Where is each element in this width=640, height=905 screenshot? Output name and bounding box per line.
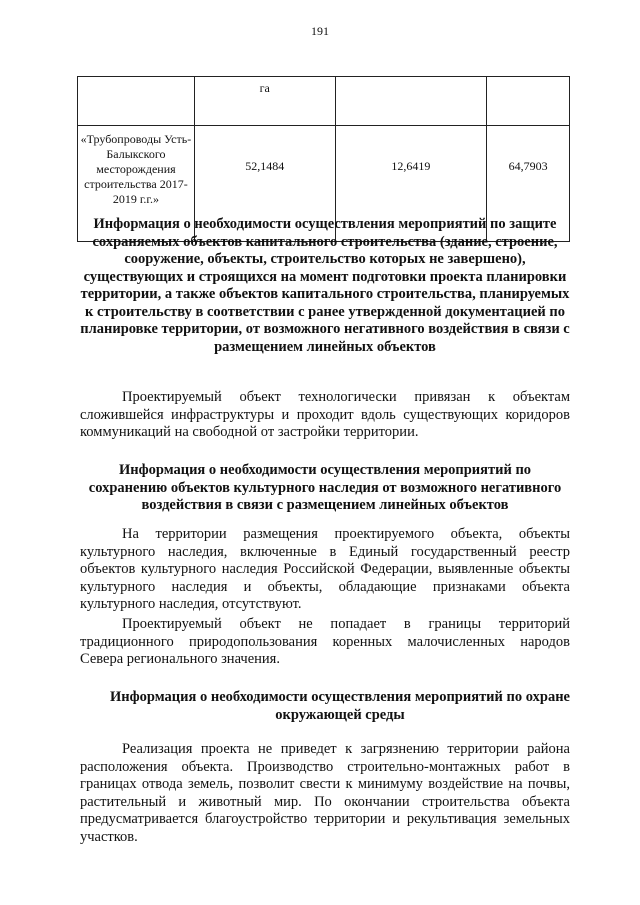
value-cell: 64,7903 <box>487 126 570 242</box>
table-cell <box>78 77 195 126</box>
unit-cell: га <box>194 77 335 126</box>
object-name-cell: «Трубопроводы Усть-Балыкского месторождения строительства 2017-2019 г.г.» <box>78 126 195 242</box>
paragraph: Реализация проекта не приведет к загрязнению территории района расположения объекта. Производство строительно-монтажных работ в границах отвода земель, позволит свести к минимуму воздействие на почвы, растительный и животный мир. По окончании строительства объекта предусматривается благоустройство территории и рекультивация земельных участков. <box>80 741 570 845</box>
section-heading-protection: Информация о необходимости осуществления мероприятий по защите сохраняемых объектов капитального строительства (здание, строение, сооружение, объекты, строительство которых не завершено), существующих и строящихся на момент подготовки проекта планировки территории, а также объектов капитального строительства, планируемых к строительству в соответствии с ранее утвержденной документацией по планировке территории, от возможного негативного воздействия в связи с размещением линейных объектов <box>80 216 570 355</box>
table-row <box>78 77 570 126</box>
section-heading-cultural-heritage: Информация о необходимости осуществления мероприятий по сохранению объектов культурного наследия от возможного негативного воздействия в связи с размещением линейных объектов <box>88 462 562 513</box>
table-cell <box>335 77 487 126</box>
section-heading-environment: Информация о необходимости осуществления мероприятий по охране окружающей среды <box>110 689 570 723</box>
paragraph: Проектируемый объект технологически привязан к объектам сложившейся инфраструктуры и проходит вдоль существующих коридоров коммуникаций на свободной от застройки территории. <box>80 389 570 441</box>
table-cell <box>487 77 570 126</box>
value-cell: 12,6419 <box>335 126 487 242</box>
value-cell: 52,1484 <box>194 126 335 242</box>
paragraph: На территории размещения проектируемого объекта, объекты культурного наследия, включенные в Единый государственный реестр объектов культурного наследия Российской Федерации, выявленные объекты культурного наследия и объекты, обладающие признаками объекта культурного наследия, отсутствуют. <box>80 526 570 613</box>
paragraph: Проектируемый объект не попадает в границы территорий традиционного природопользования коренных малочисленных народов Севера регионального значения. <box>80 616 570 668</box>
page-number: 191 <box>311 24 329 38</box>
